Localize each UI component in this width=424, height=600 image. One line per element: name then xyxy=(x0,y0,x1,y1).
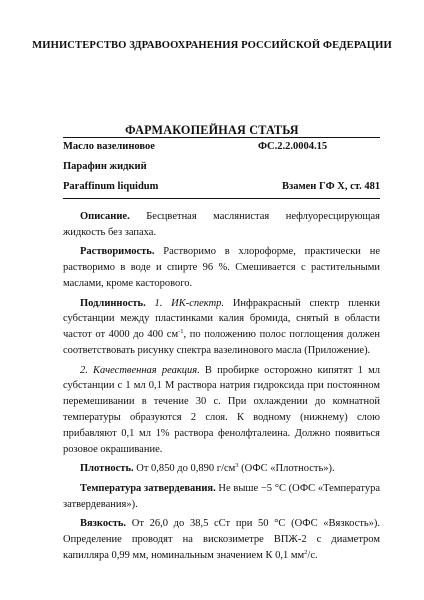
article-replaces: Взамен ГФ X, ст. 481 xyxy=(282,181,381,192)
ir-spectrum-text-b: , по положению полос поглощения должен соответствовать рисунку спектра вазелинового масла (Приложение). xyxy=(63,329,380,356)
density-sup: 3 xyxy=(235,462,239,470)
solubility-paragraph xyxy=(63,244,380,291)
ir-spectrum-sup: -1 xyxy=(178,328,184,336)
viscosity-label: Вязкость. xyxy=(80,518,127,530)
viscosity-text-b: /с. xyxy=(307,549,318,561)
identity-label: Подлинность. xyxy=(80,297,146,309)
density-text-b: (ОФС «Плотность»). xyxy=(238,463,335,475)
density-label: Плотность. xyxy=(80,463,134,475)
solubility-text: Растворимо в хлороформе, практически не растворимо в воде и спирте 96 %. Смешивается с растительными маслами, кроме касторового. xyxy=(63,246,380,289)
ir-spectrum-text-a: Инфракрасный спектр пленки субстанции между пластинками калия бромида, снятый в области частот от 4000 до 400 см xyxy=(63,297,381,341)
solidification-label: Температура затвердевания. xyxy=(80,482,216,494)
identity-paragraph xyxy=(63,296,380,359)
header-top-rule xyxy=(63,137,380,138)
ir-spectrum-label: 1. ИК-спектр. xyxy=(145,297,225,309)
document-title: ФАРМАКОПЕЙНАЯ СТАТЬЯ xyxy=(125,123,299,137)
reaction-paragraph xyxy=(63,363,380,458)
reaction-text: В пробирке осторожно кипятят 1 мл субстанции с 1 мл 0,1 М раствора натрия гидроксида при постоянном перемешивании в течение 30 с. При охлаждении до комнатной температуры образуются 2 слоя. К водному (нижнему) слою прибавляют 0,1 мл 1% раствора фенолфталеина. Должно появиться розовое окрашивание. xyxy=(63,364,380,455)
article-body xyxy=(63,209,380,567)
article-code: ФС.2.2.0004.15 xyxy=(258,141,328,152)
reaction-label: 2. Качественная реакция. xyxy=(80,364,200,376)
viscosity-sup: 2 xyxy=(304,548,308,556)
viscosity-text-a: От 26,0 до 38,5 сСт при 50 °С (ОФС «Вязкость»). Определение проводят на вискозиметре ВПЖ-2 с диаметром капилляра 0,99 мм, номинальным значением К 0,1 мм xyxy=(63,518,380,561)
density-paragraph xyxy=(63,461,380,477)
solidification-paragraph xyxy=(63,481,380,513)
density-text-a: От 0,850 до 0,890 г/см xyxy=(133,463,236,475)
article-name-lat: Paraffinum liquidum xyxy=(63,181,159,192)
header-bottom-rule xyxy=(63,198,380,199)
solidification-text: Не выше −5 °С (ОФС «Температура затвердевания»). xyxy=(63,482,380,510)
viscosity-paragraph xyxy=(63,516,380,563)
description-label: Описание. xyxy=(80,211,130,222)
article-name-ru: Масло вазелиновое xyxy=(63,141,155,152)
description-text: Бесцветная маслянистая нефлуоресцирующая жидкость без запаха. xyxy=(63,211,380,238)
description-paragraph xyxy=(63,209,380,241)
article-synonym: Парафин жидкий xyxy=(63,161,147,172)
solubility-label: Растворимость. xyxy=(80,246,155,258)
ministry-heading: МИНИСТЕРСТВО ЗДРАВООХРАНЕНИЯ РОССИЙСКОЙ ФЕДЕРАЦИИ xyxy=(32,40,392,51)
